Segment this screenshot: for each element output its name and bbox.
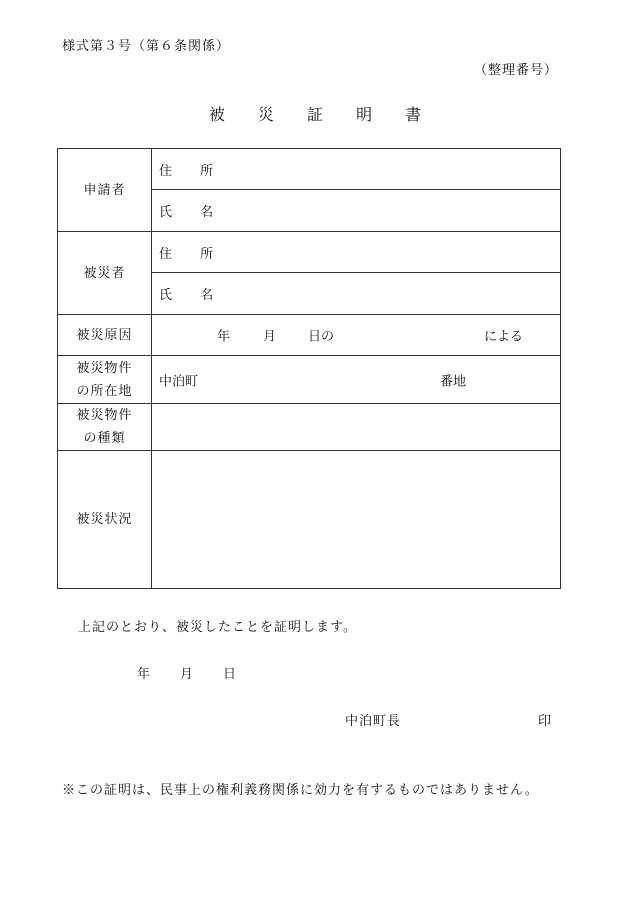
cause-field[interactable]	[152, 315, 561, 356]
date-day-label: 日	[223, 667, 237, 682]
victim-header: 被災者	[58, 232, 152, 315]
certification-statement: 上記のとおり、被災したことを証明します。	[78, 620, 357, 635]
status-header: 被災状況	[58, 451, 152, 589]
cause-row	[58, 315, 561, 356]
applicant-name-label: 氏 名	[159, 205, 226, 220]
property-type-header	[58, 404, 152, 451]
document-title: 被 災 証 明 書	[208, 105, 436, 124]
location-field[interactable]	[152, 356, 561, 404]
date-year-label: 年	[137, 667, 151, 682]
cause-header: 被災原因	[58, 315, 152, 356]
applicant-address-label: 住 所	[159, 163, 226, 179]
cause-day-label: 日の	[308, 329, 335, 345]
form-number-label: 様式第３号（第６条関係）	[62, 39, 231, 54]
status-row	[58, 451, 561, 589]
disclaimer-note: ※この証明は、民事上の権利義務関係に効力を有するものではありません。	[62, 783, 539, 798]
cause-due-to-label: による	[484, 329, 524, 345]
location-row	[58, 356, 561, 404]
cause-year-label: 年	[217, 329, 231, 345]
victim-name-label: 氏 名	[159, 288, 226, 303]
applicant-name-field[interactable]	[152, 190, 561, 232]
certificate-form-table	[57, 148, 561, 589]
location-header-line2: の所在地	[76, 383, 133, 399]
location-lot-label: 番地	[440, 374, 467, 389]
date-month-label: 月	[180, 667, 194, 682]
property-type-row	[58, 404, 561, 451]
reference-number-label: （整理番号）	[473, 63, 558, 78]
location-header	[58, 356, 152, 404]
status-field[interactable]	[152, 451, 561, 589]
signature-date	[137, 663, 266, 682]
victim-address-row	[58, 232, 561, 273]
applicant-header: 申請者	[58, 149, 152, 232]
applicant-address-field[interactable]	[152, 149, 561, 190]
location-header-line1: 被災物件	[76, 360, 133, 376]
victim-name-field[interactable]	[152, 273, 561, 315]
cause-month-label: 月	[263, 329, 277, 345]
victim-address-label: 住 所	[159, 246, 226, 262]
location-town-label: 中泊町	[159, 374, 199, 389]
property-type-header-line2: の種類	[83, 431, 126, 446]
mayor-label: 中泊町長	[345, 714, 402, 729]
property-type-field[interactable]	[152, 404, 561, 451]
property-type-header-line1: 被災物件	[76, 408, 133, 423]
applicant-address-row	[58, 149, 561, 190]
seal-mark: 印	[538, 714, 552, 729]
victim-address-field[interactable]	[152, 232, 561, 273]
